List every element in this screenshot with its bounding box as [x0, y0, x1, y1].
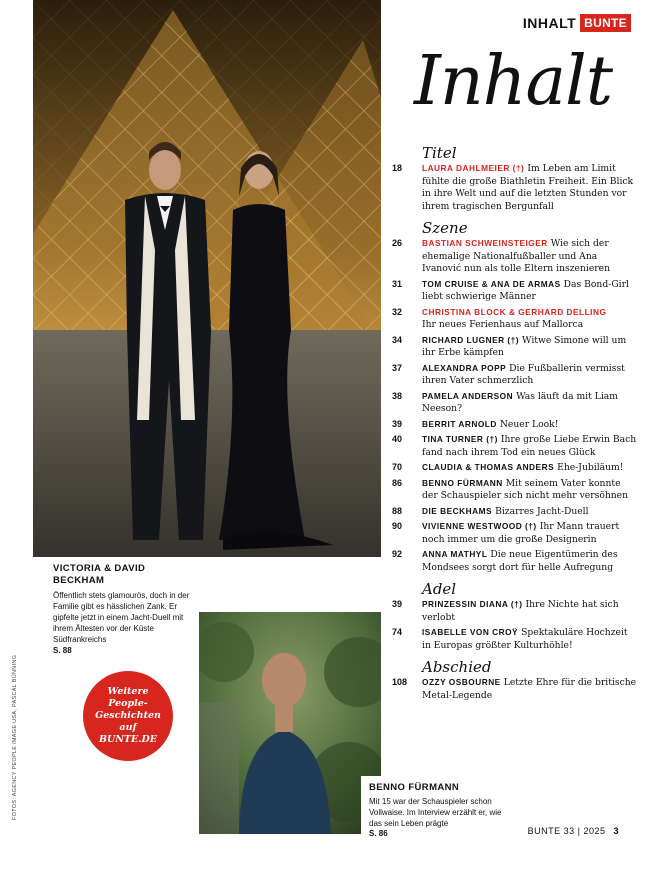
photo-credit — [12, 654, 22, 820]
section-title: Adel — [422, 580, 457, 598]
toc-entry[interactable] — [392, 278, 637, 304]
page-title: Inhalt — [414, 42, 613, 121]
page-number: 108 — [392, 677, 408, 687]
entry-name: ISABELLE VON CROŸ — [422, 627, 519, 637]
toc-entry[interactable] — [392, 548, 637, 574]
entry-text: Spektakuläre Hochzeit in Europas größter Kulturhöhle! — [422, 627, 628, 651]
toc-entry[interactable] — [392, 433, 637, 459]
brand-logo: BUNTE — [580, 14, 631, 32]
entry-text: Im Leben am Limit fühlte die große Biathletin Freiheit. Ein Blick in ihre Welt und auf die letzten Stunden vor ihrem tragischen Bergunfall — [422, 163, 634, 212]
page-number: 39 — [392, 599, 403, 609]
toc-entry[interactable] — [392, 237, 637, 276]
section-title: Titel — [422, 144, 457, 162]
entry-text: Ihr Mann trauert noch immer um die große Designerin — [422, 521, 620, 545]
caption-title: BENNO FÜRMANN — [369, 782, 460, 793]
page-number: 86 — [392, 477, 403, 488]
toc-entry[interactable] — [392, 362, 637, 388]
entry-text: Ehe-Jubiläum! — [557, 462, 624, 473]
photo-credit-text: FOTOS: AGENCY PEOPLE IMAGE USA, PASCAL BÜNNING — [12, 654, 18, 820]
page-number: 39 — [392, 418, 403, 429]
entry-text: Das Bond-Girl liebt schwierige Männer — [422, 278, 629, 302]
page-number: 70 — [392, 462, 403, 472]
page-number: 90 — [392, 521, 403, 531]
promo-text: Weitere People-Geschichten auf BUNTE.DE — [95, 686, 161, 745]
toc-entry[interactable] — [392, 477, 637, 503]
entry-text: Neuer Look! — [499, 418, 559, 430]
toc-entry[interactable] — [392, 676, 637, 702]
entry-name: ANNA MATHYL — [422, 549, 488, 559]
bunte-de-promo-badge[interactable] — [83, 671, 173, 761]
entry-name: BERRIT ARNOLD — [422, 418, 497, 429]
page-number: 34 — [392, 334, 403, 345]
page-number: 88 — [392, 505, 403, 516]
caption-title: VICTORIA & DAVID BECKHAM — [53, 563, 146, 586]
caption-text: Öffentlich stets glamourös, doch in der Familie gibt es hässlichen Zank. Er gipfelte jetzt in einem Jacht-Duell mit ihrem Ältesten vor der Küste Südfrankreichs — [53, 591, 190, 644]
entry-name: TINA TURNER (†) — [422, 434, 498, 444]
toc-entry[interactable] — [392, 598, 637, 624]
entry-name: LAURA DAHLMEIER (†) — [422, 163, 525, 173]
entry-text: Ihre große Liebe Erwin Bach fand nach ihrem Tod ein neues Glück — [422, 434, 637, 458]
entry-name: CHRISTINA BLOCK & GERHARD DELLING — [422, 306, 607, 317]
toc-entry[interactable] — [392, 461, 637, 475]
entry-text: Ihre Nichte hat sich verlobt — [422, 599, 619, 623]
page-number: 26 — [392, 238, 403, 248]
entry-text: Bizarres Jacht-Duell — [495, 505, 589, 517]
entry-name: BENNO FÜRMANN — [422, 477, 503, 488]
caption-text: Mit 15 war der Schauspieler schon Vollwaise. Im Interview erzählt er, wie das sein Leben prägte — [369, 797, 502, 828]
page-footer — [528, 826, 619, 836]
entry-name: CLAUDIA & THOMAS ANDERS — [422, 462, 555, 472]
entry-name: PRINZESSIN DIANA (†) — [422, 599, 523, 609]
section-adel — [392, 580, 637, 652]
entry-text: Ihr neues Ferienhaus auf Mallorca — [422, 319, 584, 330]
page-number: 92 — [392, 549, 403, 559]
page-number: 31 — [392, 278, 403, 289]
section-abschied — [392, 658, 637, 702]
page-number: 32 — [392, 306, 403, 317]
page-number: 40 — [392, 434, 403, 444]
main-photo-caption — [33, 557, 203, 661]
entry-name: RICHARD LUGNER (†) — [422, 334, 520, 345]
section-title: Szene — [422, 219, 468, 237]
magazine-issue: BUNTE 33 | 2025 — [527, 826, 606, 836]
caption-page-ref[interactable]: S. 88 — [53, 646, 72, 655]
header-label: INHALT — [522, 15, 577, 31]
entry-name: ALEXANDRA POPP — [422, 362, 507, 373]
toc-entry[interactable] — [392, 162, 637, 213]
page-number: 74 — [392, 627, 403, 637]
entry-name: VIVIENNE WESTWOOD (†) — [422, 521, 537, 531]
page-number: 18 — [392, 163, 403, 173]
toc-entry[interactable] — [392, 505, 637, 519]
small-photo-caption — [361, 776, 511, 842]
entry-text: Die Fußballerin vermisst ihren Vater schmerzlich — [422, 362, 625, 386]
entry-name: DIE BECKHAMS — [422, 505, 493, 516]
section-title: Abschied — [422, 658, 492, 676]
page-number-footer: 3 — [613, 826, 619, 836]
table-of-contents — [392, 144, 637, 708]
toc-entry[interactable] — [392, 418, 637, 432]
entry-text: Wie sich der ehemalige Nationalfußballer und Ana Ivanović nun als tolle Eltern inszenieren — [422, 238, 611, 274]
entry-name: BASTIAN SCHWEINSTEIGER — [422, 238, 548, 248]
toc-entry[interactable] — [392, 306, 637, 332]
page-header — [523, 14, 631, 32]
benno-fuermann-photo — [199, 612, 381, 834]
caption-page-ref[interactable]: S. 86 — [369, 829, 388, 838]
toc-entry[interactable] — [392, 390, 637, 416]
beckham-photo — [33, 0, 381, 557]
entry-name: OZZY OSBOURNE — [422, 677, 501, 687]
entry-text: Mit seinem Vater konnte der Schauspieler sich nicht mehr versöhnen — [422, 477, 629, 501]
entry-text: Letzte Ehre für die britische Metal-Legende — [422, 677, 637, 701]
section-szene — [392, 219, 637, 574]
entry-text: Die neue Eigentümerin des Mondsees sorgt dort für helle Aufregung — [422, 549, 618, 573]
entry-text: Was läuft da mit Liam Neeson? — [422, 390, 618, 414]
toc-entry[interactable] — [392, 334, 637, 360]
page-number: 38 — [392, 390, 403, 401]
toc-entry[interactable] — [392, 520, 637, 546]
entry-text: Witwe Simone will um ihr Erbe kämpfen — [422, 334, 627, 358]
section-titel — [392, 144, 637, 213]
page-number: 37 — [392, 362, 403, 373]
entry-name: TOM CRUISE & ANA DE ARMAS — [422, 278, 561, 289]
entry-name: PAMELA ANDERSON — [422, 390, 514, 401]
toc-entry[interactable] — [392, 626, 637, 652]
